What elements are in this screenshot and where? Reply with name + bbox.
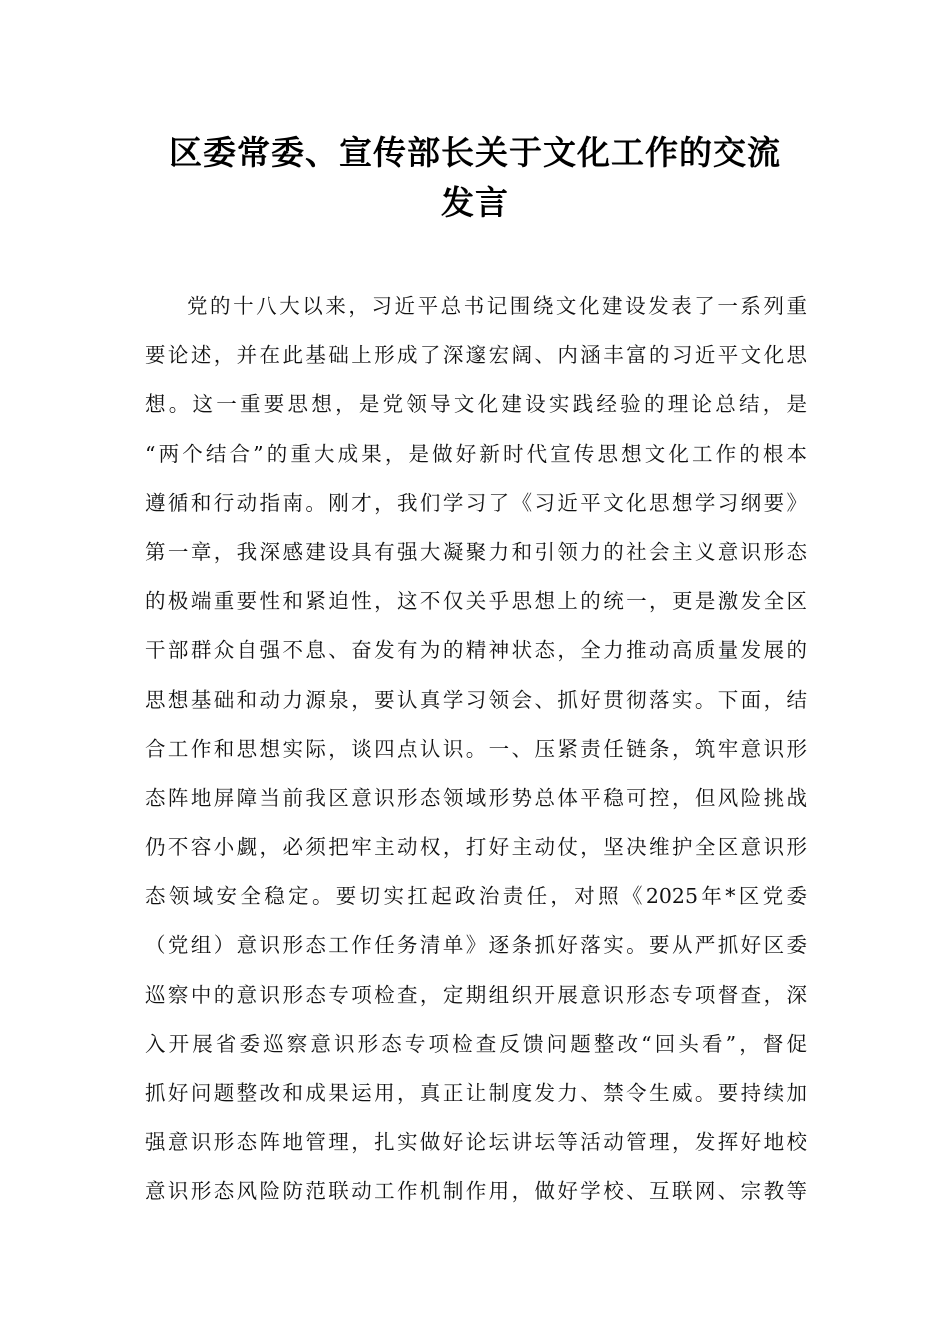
body-line: 态阵地屏障当前我区意识形态领域形势总体平稳可控，但风险挑战 (145, 785, 807, 810)
body-line: 党的十八大以来，习近平总书记围绕文化建设发表了一系列重 (187, 294, 807, 318)
body-line: 强意识形态阵地管理，扎实做好论坛讲坛等活动管理，发挥好地校 (145, 1130, 807, 1155)
body-line: 遵循和行动指南。刚才，我们学习了《习近平文化思想学习纲要》 (145, 490, 807, 515)
title-line-1: 区委常委、宣传部长关于文化工作的交流 (169, 133, 781, 172)
body-line: 第一章，我深感建设具有强大凝聚力和引领力的社会主义意识形态 (145, 539, 807, 564)
body-line: 思想基础和动力源泉，要认真学习领会、抓好贯彻落实。下面，结 (145, 687, 807, 712)
title-line-2: 发言 (441, 183, 509, 222)
body-line: （党组）意识形态工作任务清单》逐条抓好落实。要从严抓好区委 (145, 933, 807, 958)
body-line: 仍不容小觑，必须把牢主动权，打好主动仗，坚决维护全区意识形 (145, 835, 807, 860)
body-line: 意识形态风险防范联动工作机制作用，做好学校、互联网、宗教等 (145, 1179, 807, 1204)
body-line: 抓好问题整改和成果运用，真正让制度发力、禁令生威。要持续加 (145, 1081, 807, 1105)
body-line: 想。这一重要思想，是党领导文化建设实践经验的理论总结，是 (145, 392, 807, 417)
body-line: “两个结合”的重大成果，是做好新时代宣传思想文化工作的根本 (145, 441, 807, 466)
document-title (140, 128, 810, 228)
body-paragraph (145, 282, 807, 1217)
body-line: 合工作和思想实际，谈四点认识。一、压紧责任链条，筑牢意识形 (145, 736, 807, 761)
body-line: 干部群众自强不息、奋发有为的精神状态，全力推动高质量发展的 (145, 638, 807, 663)
body-line: 态领域安全稳定。要切实扛起政治责任，对照《2025年*区党委 (145, 884, 807, 909)
body-line: 的极端重要性和紧迫性，这不仅关乎思想上的统一，更是激发全区 (145, 589, 807, 614)
body-line: 巡察中的意识形态专项检查，定期组织开展意识形态专项督查，深 (145, 982, 807, 1007)
body-line: 入开展省委巡察意识形态专项检查反馈问题整改“回头看”，督促 (145, 1031, 807, 1056)
body-line: 要论述，并在此基础上形成了深邃宏阔、内涵丰富的习近平文化思 (145, 343, 807, 368)
